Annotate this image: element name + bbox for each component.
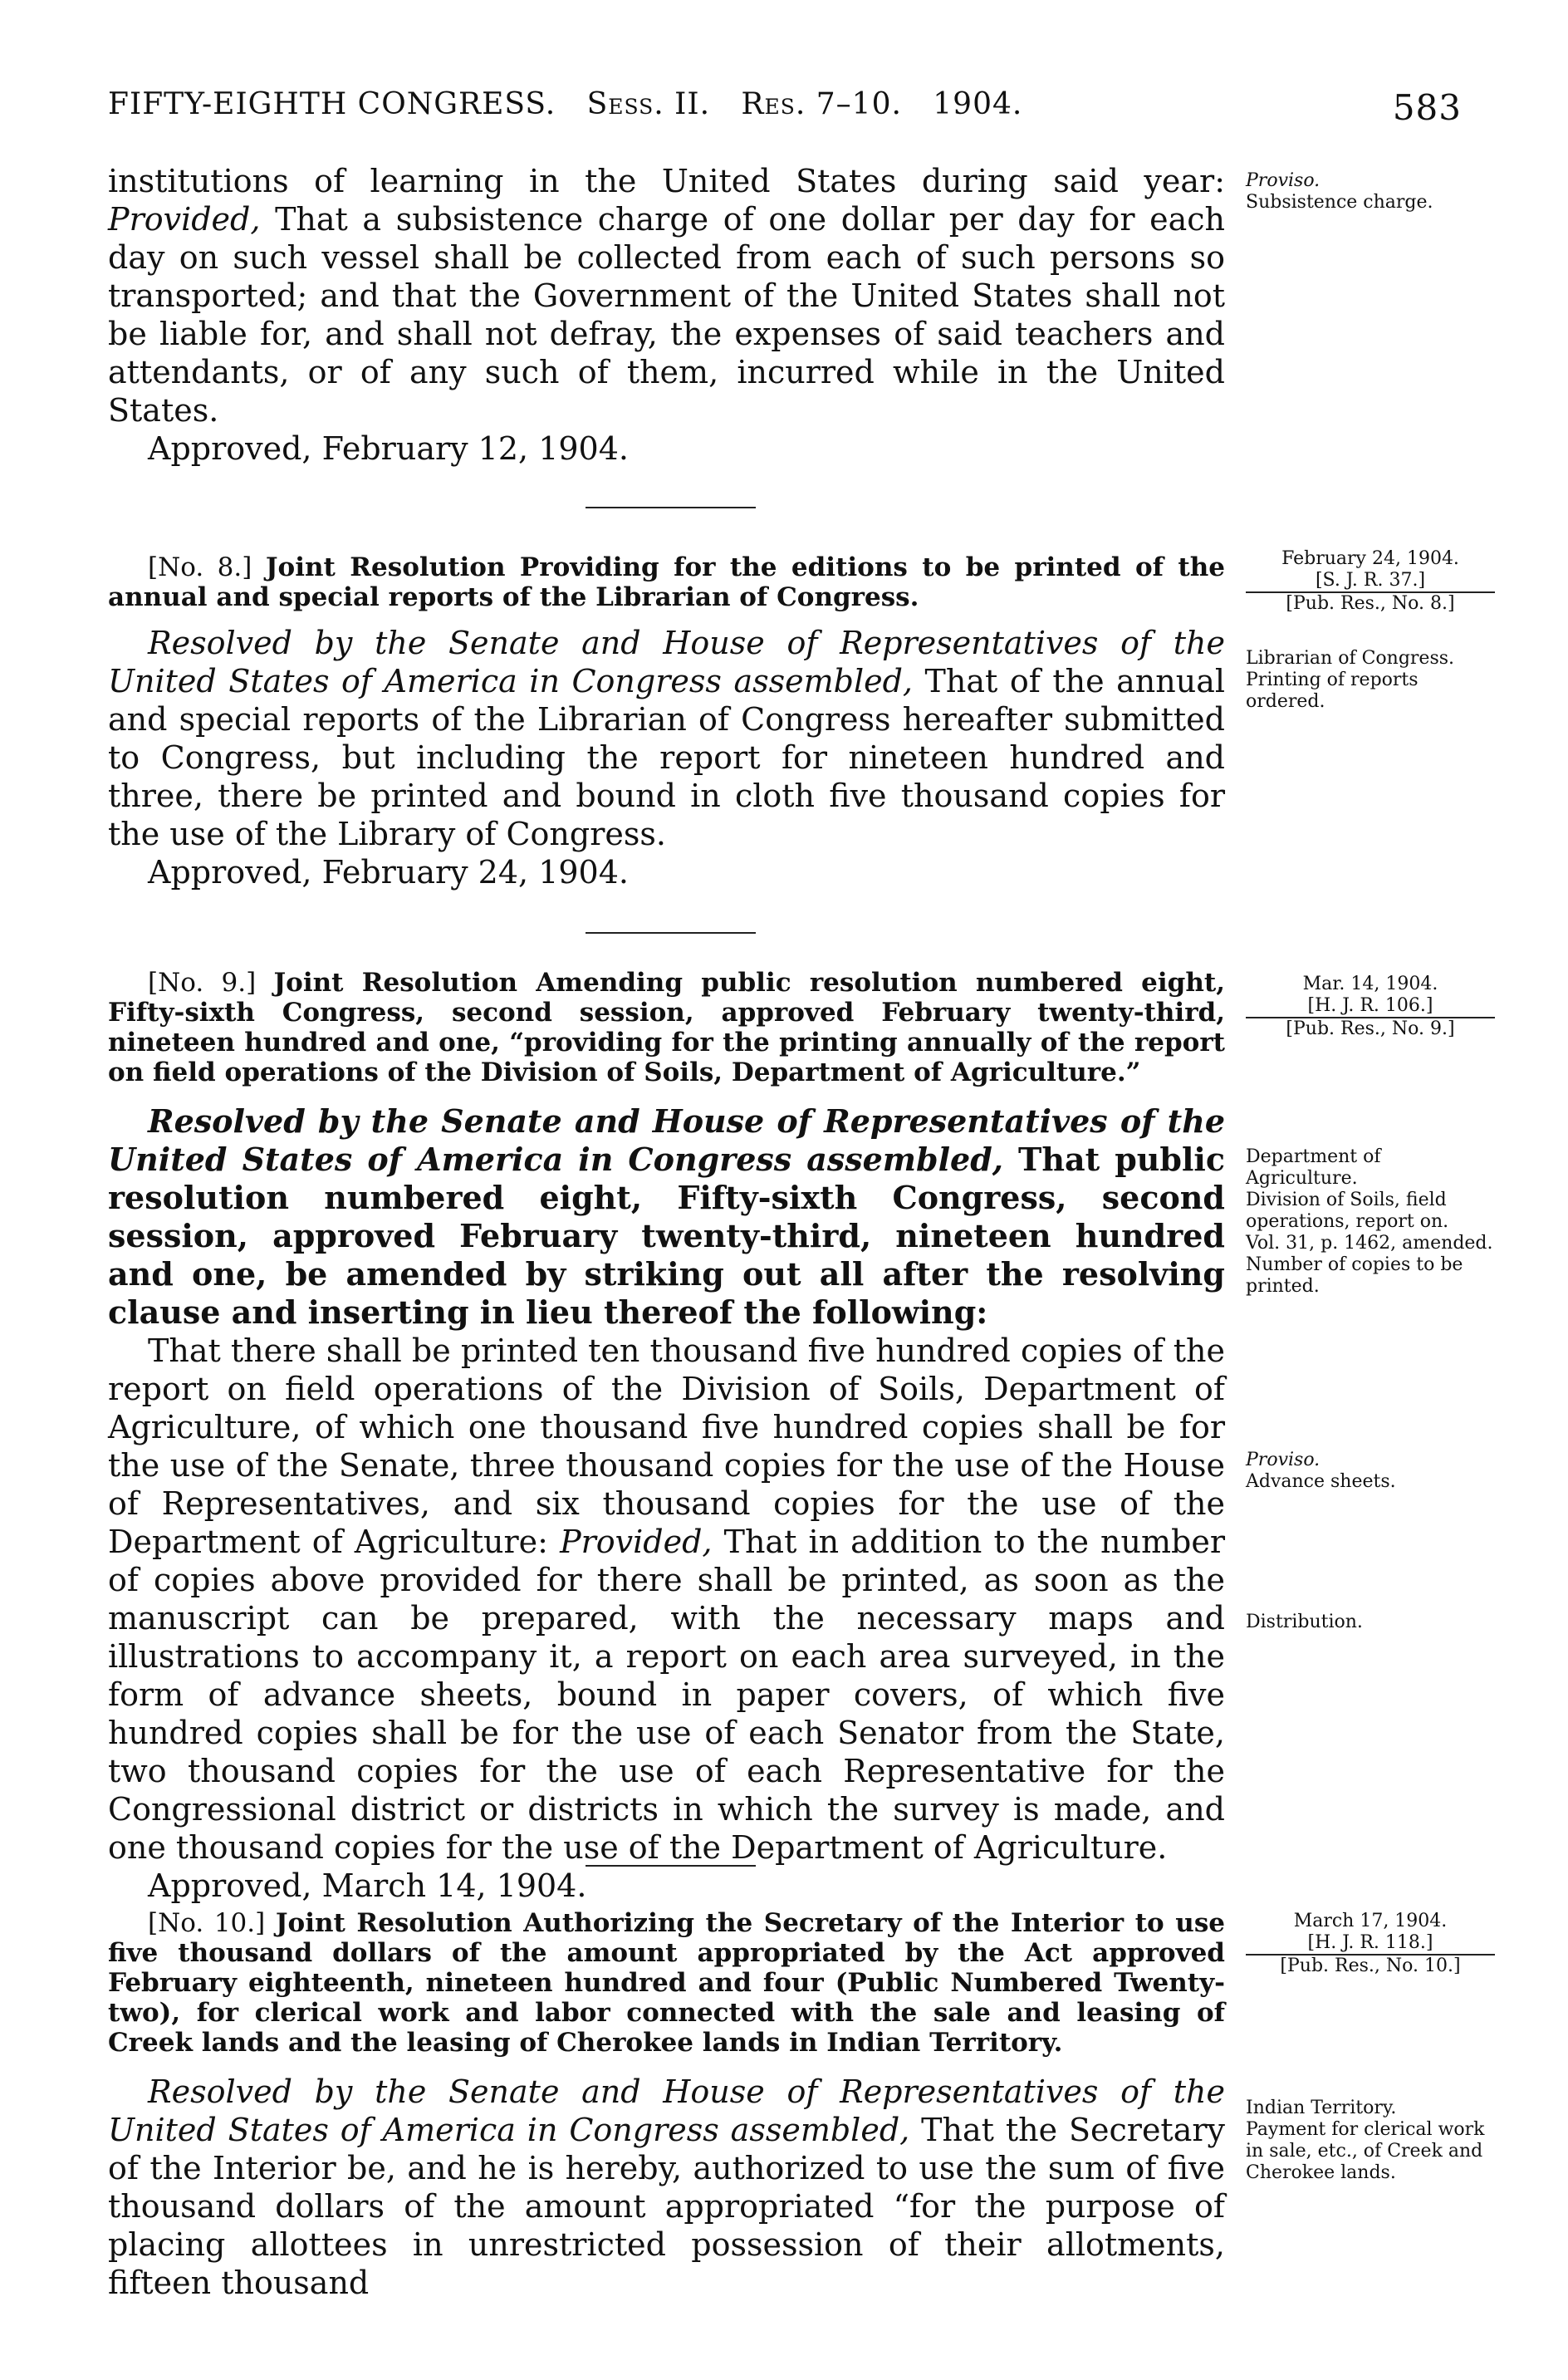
res10-margin-ref: [H. J. R. 118.] xyxy=(1307,1932,1433,1953)
res9-resolved: Resolved by the Senate and House of Representatives of the United States of America in Congress assembled, xyxy=(108,1102,1225,1178)
res9-margin-note-4: Number of copies to be printed. xyxy=(1246,1254,1463,1297)
res9-margin-note-2: Division of Soils, field operations, report on. xyxy=(1246,1190,1449,1232)
res10-margin-date: March 17, 1904. xyxy=(1293,1911,1448,1931)
res9-number: [No. 9.] xyxy=(148,968,257,998)
block1-body xyxy=(108,162,1225,468)
separator-rule xyxy=(586,932,756,934)
block1-paragraph xyxy=(108,162,1225,429)
res9-provided: Provided, xyxy=(560,1524,713,1560)
header-year: 1904. xyxy=(933,87,1023,121)
res10-number: [No. 10.] xyxy=(148,1908,266,1938)
margin-proviso: Proviso. xyxy=(1246,170,1321,191)
separator-rule xyxy=(586,1865,756,1867)
res9-margin-proviso xyxy=(1246,1450,1495,1493)
res9-margin-distribution-label: Distribution. xyxy=(1246,1612,1363,1632)
res9-text-2a: That there shall be printed ten thousand five hundred copies of the report on field operations of the Division of Soils, Department of Agriculture, of which one thousand five hundred copies shall be for the use of the Senate, three thousand copies for the use of the House of Representatives, and six thousand copies for the use of the Department of Agriculture: xyxy=(108,1332,1225,1560)
res9-margin-date: Mar. 14, 1904. xyxy=(1302,974,1438,994)
res9-margin-distribution xyxy=(1246,1612,1495,1633)
res8-title-line xyxy=(108,552,1225,612)
res9-text-1: That public resolution numbered eight, Fifty-sixth Congress, second session, approved February twenty-third, nineteen hundred and one, be amended by striking out all after the resolving clause and inserting in lieu thereof the following: xyxy=(108,1141,1225,1331)
res9-body xyxy=(108,968,1225,1905)
res8-number: [No. 8.] xyxy=(148,552,252,582)
header-session: Sess. II. xyxy=(586,87,711,121)
res8-margin-ref: [S. J. R. 37.] xyxy=(1315,570,1426,591)
res8-paragraph xyxy=(108,624,1225,853)
res9-paragraph-2 xyxy=(108,1332,1225,1867)
res9-text-2b: That in addition to the number of copies above provided for there shall be printed, as soon as the manuscript can be prepared, with the necessary maps and illustrations to accompany it, a report on each area surveyed, in the form of advance sheets, bound in paper covers, of which five hundred copies shall be for the use of each Senator from the State, two thousand copies for the use of each Representative for the Congressional district or districts in which the survey is made, and one thousand copies for the use of the Department of Agriculture. xyxy=(108,1524,1226,1866)
res9-margin-ref: [H. J. R. 106.] xyxy=(1307,995,1433,1016)
header-congress: FIFTY-EIGHTH CONGRESS. xyxy=(108,87,556,121)
block1-provided: Provided, xyxy=(108,201,261,238)
res8-approved: Approved, February 24, 1904. xyxy=(148,854,629,891)
header-res: Res. 7–10. xyxy=(741,87,902,121)
res8-resolved: Resolved by the Senate and House of Representatives of the United States of America in Congress assembled, xyxy=(108,625,1225,699)
res10-margin-notes xyxy=(1246,2098,1495,2184)
res9-title: Joint Resolution Amending public resolution numbered eight, Fifty-sixth Congress, second session, approved February twenty-third, nineteen hundred and one, “providing for the printing annually of the report on field operations of the Division of Soils, Department of Agriculture.” xyxy=(108,968,1226,1087)
res9-paragraph-1 xyxy=(108,1102,1225,1332)
res9-margin-notes xyxy=(1246,1146,1495,1298)
running-header xyxy=(108,87,1462,137)
res9-margin-pub: [Pub. Res., No. 9.] xyxy=(1286,1018,1455,1039)
res10-margin-note-1: Indian Territory. xyxy=(1246,2098,1397,2118)
res8-margin-pub: [Pub. Res., No. 8.] xyxy=(1286,593,1455,614)
res10-title: Joint Resolution Authorizing the Secretary of the Interior to use five thousand dollars of the amount appropriated by the Act approved February eighteenth, nineteen hundred and four (Public Numbered Twenty-two), for clerical work and labor connected with the sale and leasing of Creek lands and the leasing of Cherokee lands in Indian Territory. xyxy=(108,1908,1225,2058)
separator-rule xyxy=(586,507,756,508)
res9-margin-note-1: Department of Agriculture. xyxy=(1246,1146,1381,1189)
block1-text-b: That a subsistence charge of one dollar per day for each day on such vessel shall be collected from each of such persons so transported; and that the Government of the United States shall not be liable for, and shall not defray, the expenses of said teachers and attendants, or of any such of them, incurred while in the United States. xyxy=(108,201,1225,429)
margin-subsistence: Subsistence charge. xyxy=(1246,192,1433,213)
res9-margin-proviso-label: Proviso. xyxy=(1246,1450,1321,1470)
res10-body xyxy=(108,1908,1225,2302)
block1-approved: Approved, February 12, 1904. xyxy=(148,430,629,467)
header-left xyxy=(108,87,1022,121)
res8-margin-date: February 24, 1904. xyxy=(1281,548,1459,569)
res9-approved: Approved, March 14, 1904. xyxy=(148,1867,587,1904)
block1-margin xyxy=(1246,170,1495,213)
res9-margin-note-3: Vol. 31, p. 1462, amended. xyxy=(1246,1233,1493,1254)
res8-margin-note-1: Librarian of Congress. xyxy=(1246,648,1455,669)
res8-margin xyxy=(1246,548,1495,713)
res10-paragraph xyxy=(108,2073,1225,2302)
res10-resolved: Resolved by the Senate and House of Representatives of the United States of America in Congress assembled, xyxy=(108,2073,1225,2148)
res10-title-line xyxy=(108,1908,1225,2058)
res10-margin-note-2: Payment for clerical work in sale, etc., of Creek and Cherokee lands. xyxy=(1246,2119,1485,2183)
res8-margin-note-2: Printing of reports ordered. xyxy=(1246,670,1419,712)
block1-text-a: institutions of learning in the United States during said year: xyxy=(108,163,1225,199)
res8-title: Joint Resolution Providing for the editions to be printed of the annual and special reports of the Librarian of Congress. xyxy=(108,552,1226,612)
res8-body xyxy=(108,552,1225,891)
res10-margin xyxy=(1246,1911,1495,1977)
page-number: 583 xyxy=(1392,87,1462,128)
res9-title-line xyxy=(108,968,1225,1087)
res8-text: That of the annual and special reports of the Librarian of Congress hereafter submitted to Congress, but including the report for nineteen hundred and three, there be printed and bound in cloth five thousand copies for the use of the Library of Congress. xyxy=(108,663,1225,852)
res10-margin-pub: [Pub. Res., No. 10.] xyxy=(1280,1956,1461,1976)
res10-text: That the Secretary of the Interior be, and he is hereby, authorized to use the sum of five thousand dollars of the amount appropriated “for the purpose of placing allottees in unrestricted possession of their allotments, fifteen thousand xyxy=(108,2112,1225,2301)
res9-margin-advance: Advance sheets. xyxy=(1246,1471,1396,1492)
res9-margin xyxy=(1246,974,1495,1040)
